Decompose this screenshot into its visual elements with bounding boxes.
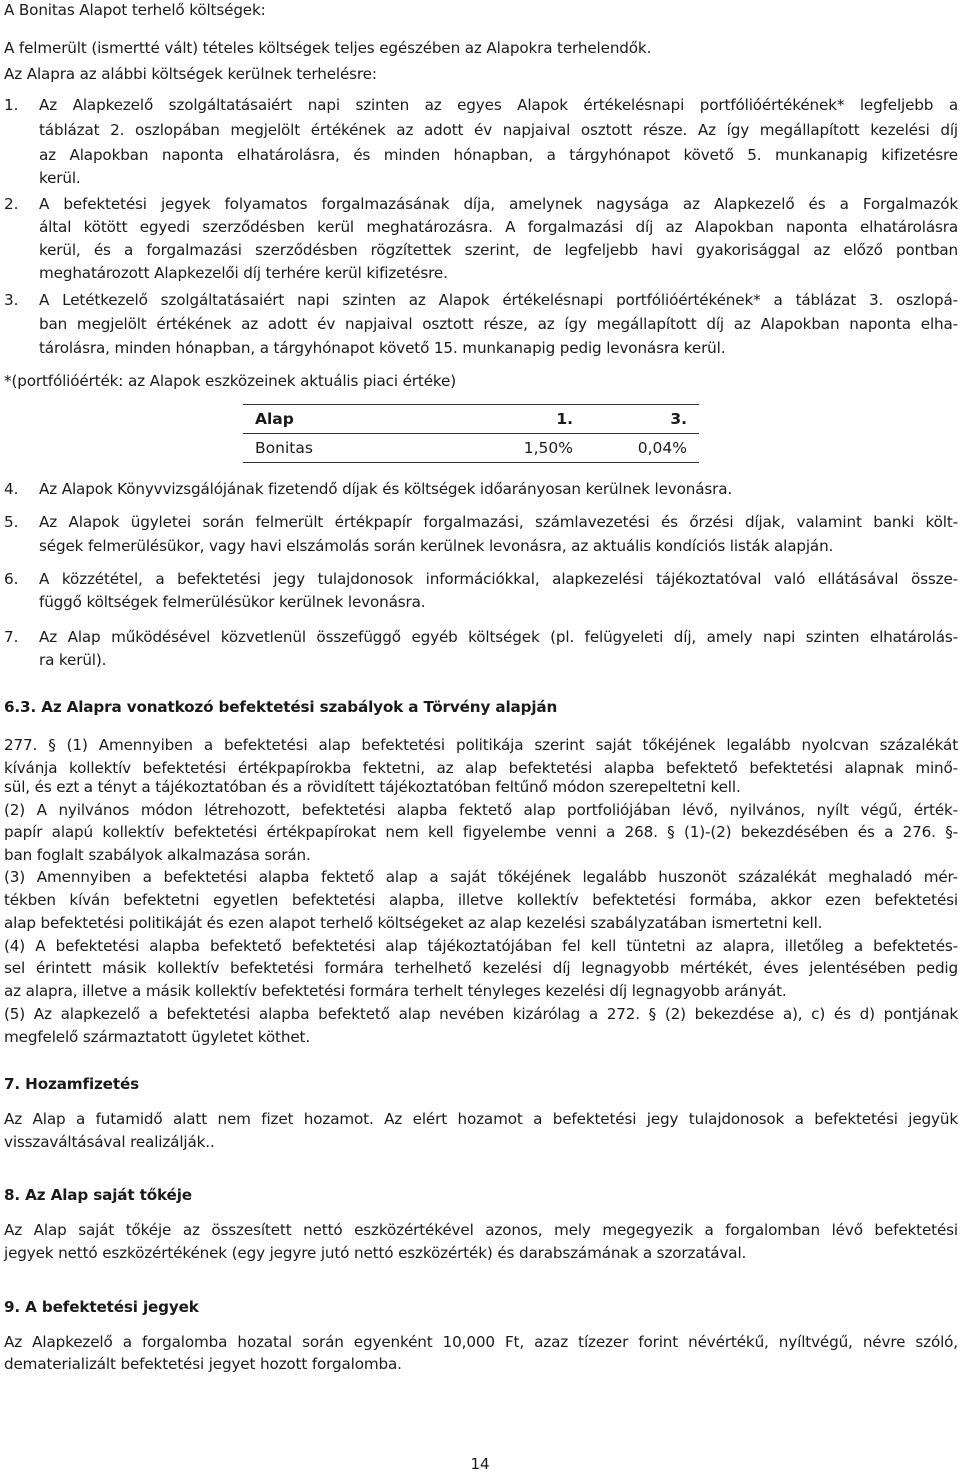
costs-heading: A Bonitas Alapot terhelő költségek: bbox=[4, 1, 266, 19]
paragraph-line: megfelelő származtatott ügyletet köthet. bbox=[4, 1028, 311, 1046]
item-line: Az Alap működésével közvetlenül összefüggő egyéb költségek (pl. felügyeleti díj, amely napi szinten elhatárolás- bbox=[39, 628, 958, 646]
paragraph-line: (2) A nyilvános módon létrehozott, befektetési alapba fektető alap portfoliójában lévő, nyilvános, nyílt végű, érték- bbox=[4, 801, 958, 819]
table-header-row bbox=[243, 405, 699, 434]
paragraph-line: papír alapú kollektív befektetési értékpapírokat nem kell figyelembe venni a 268. § (1)-(2) bekezdésében és a 276. §- bbox=[4, 823, 958, 841]
paragraph-line: Az Alap a futamidő alatt nem fizet hozamot. Az elért hozamot a befektetési jegy tulajdonosok a befektetési jegyük bbox=[4, 1110, 958, 1128]
paragraph-line: Az Alapkezelő a forgalomba hozatal során egyenként 10,000 Ft, azaz tízezer forint névértékű, nyíltvégű, névre szóló, bbox=[4, 1333, 958, 1351]
item-number: 3. bbox=[4, 291, 19, 309]
item-line: tárolásra, minden hónapban, a tárgyhónapot követő 15. munkanapig pedig levonásra kerül. bbox=[39, 339, 726, 357]
fee-table bbox=[243, 404, 699, 463]
section-title-9: 9. A befektetési jegyek bbox=[4, 1298, 199, 1316]
item-line: ségek felmerülésükor, vagy havi elszámolás során kerülnek levonásra, az aktuális kondíciós listák alapján. bbox=[39, 537, 834, 555]
item-line: kerül. bbox=[39, 169, 81, 187]
section-title-6-3: 6.3. Az Alapra vonatkozó befektetési szabályok a Törvény alapján bbox=[4, 698, 558, 716]
page-number: 14 bbox=[470, 1455, 490, 1473]
paragraph-line: visszaváltásával realizálják.. bbox=[4, 1133, 215, 1151]
paragraph-line: alap befektetési politikáját és ezen alapot terhelő költségeket az alap kezelési szabályzatában ismertetni kell. bbox=[4, 914, 823, 932]
section-title-7: 7. Hozamfizetés bbox=[4, 1075, 139, 1093]
item-line: ban megjelölt értékének az adott év napjaival osztott része, az így megállapított díj az Alapokban naponta elha- bbox=[39, 315, 958, 333]
table-header-cell: 3. bbox=[585, 405, 699, 434]
item-line: Az Alapok Könyvvizsgálójának fizetendő díjak és költségek időarányosan kerülnek levonásra. bbox=[39, 480, 733, 498]
item-line: függő költségek felmerülésükor kerülnek levonásra. bbox=[39, 593, 426, 611]
table-header-cell: Alap bbox=[243, 405, 499, 434]
item-number: 7. bbox=[4, 628, 19, 646]
footnote: *(portfólióérték: az Alapok eszközeinek aktuális piaci értéke) bbox=[4, 372, 456, 390]
table-cell: 1,50% bbox=[499, 434, 585, 463]
table-cell: Bonitas bbox=[243, 434, 499, 463]
item-line: A közzététel, a befektetési jegy tulajdonosok információkkal, alapkezelési tájékoztatóval való ellátásával össze- bbox=[39, 570, 958, 588]
item-line: az Alapokban naponta elhatárolásra, és minden hónapban, a tárgyhónapot követő 5. munkanapig kifizetésre bbox=[39, 146, 958, 164]
item-line: meghatározott Alapkezelői díj terhére kerül kifizetésre. bbox=[39, 264, 448, 282]
paragraph-line: az alapra, illetve a másik kollektív befektetési formára terhelt tényleges kezelési díj legnagyobb arányát. bbox=[4, 982, 787, 1000]
paragraph-line: dematerializált befektetési jegyet hozott forgalomba. bbox=[4, 1355, 402, 1373]
item-number: 6. bbox=[4, 570, 19, 588]
item-line: Az Alapkezelő szolgáltatásaiért napi szinten az egyes Alapok értékelésnapi portfólióértékének* legfeljebb a bbox=[39, 96, 958, 114]
paragraph-line: kívánja kollektív befektetési értékpapírokba fektetni, az alap befektetési alapba befektető befektetési alapnak minő- bbox=[4, 759, 958, 777]
paragraph-line: jegyek nettó eszközértékének (egy jegyre jutó nettó eszközérték) és darabszámának a szorzatával. bbox=[4, 1244, 747, 1262]
table-cell: 0,04% bbox=[585, 434, 699, 463]
item-number: 1. bbox=[4, 96, 19, 114]
item-line: A befektetési jegyek folyamatos forgalmazásának díja, amelynek nagysága az Alapkezelő és a Forgalmazók bbox=[39, 195, 958, 213]
costs-intro-line: A felmerült (ismertté vált) tételes költségek teljes egészében az Alapokra terhelendők. bbox=[4, 39, 652, 57]
item-line: kerül, és a forgalmazási szerződésben rögzítettek szerint, de legfeljebb havi gyakorisággal az előző pontban bbox=[39, 241, 958, 259]
item-number: 4. bbox=[4, 480, 19, 498]
table-header-cell: 1. bbox=[499, 405, 585, 434]
item-number: 2. bbox=[4, 195, 19, 213]
paragraph-line: (4) A befektetési alapba befektető befektetési alap tájékoztatójában fel kell tüntetni az alapra, illetőleg a befektetés- bbox=[4, 937, 958, 955]
paragraph-line: tékben kíván befektetni egyetlen befektetési alapba, illetve kollektív befektetési formába, akkor ezen befektetési bbox=[4, 891, 958, 909]
paragraph-line: 277. § (1) Amennyiben a befektetési alap befektetési politikája szerint saját tőkéjének legalább nyolcvan százalékát bbox=[4, 736, 958, 754]
costs-intro-line: Az Alapra az alábbi költségek kerülnek terhelésre: bbox=[4, 65, 377, 83]
paragraph-line: (5) Az alapkezelő a befektetési alapba befektető alap nevében kizárólag a 272. § (2) bekezdése a), c) és d) pontjának bbox=[4, 1005, 958, 1023]
table-row bbox=[243, 434, 699, 463]
paragraph-line: Az Alap saját tőkéje az összesített nettó eszközértékével azonos, mely megegyezik a forgalomban lévő befektetési bbox=[4, 1221, 958, 1239]
item-line: táblázat 2. oszlopában megjelölt értékének az adott év napjaival osztott része. Az így megállapított kezelési díj bbox=[39, 121, 958, 139]
item-line: által kötött egyedi szerződésben kerül meghatározásra. A forgalmazási díj az Alapokban naponta elhatárolásra bbox=[39, 218, 958, 236]
item-line: A Letétkezelő szolgáltatásaiért napi szinten az Alapok értékelésnapi portfólióértékének* a táblázat 3. oszlopá- bbox=[39, 291, 958, 309]
paragraph-line: sül, és ezt a tényt a tájékoztatóban és a rövidített tájékoztatóban feltűnő módon szerepeltetni kell. bbox=[4, 778, 741, 796]
section-title-8: 8. Az Alap saját tőkéje bbox=[4, 1186, 192, 1204]
item-line: ra kerül). bbox=[39, 651, 107, 669]
paragraph-line: ban foglalt szabályok alkalmazása során. bbox=[4, 846, 311, 864]
item-line: Az Alapok ügyletei során felmerült értékpapír forgalmazási, számlavezetési és őrzési díjak, valamint banki költ- bbox=[39, 513, 958, 531]
item-number: 5. bbox=[4, 513, 19, 531]
paragraph-line: (3) Amennyiben a befektetési alapba fektető alap a saját tőkéjének legalább huszonöt százalékát meghaladó mér- bbox=[4, 868, 958, 886]
paragraph-line: sel érintett másik kollektív befektetési formára terhelhető kezelési díj legnagyobb mértékét, éves jelentésében pedig bbox=[4, 959, 958, 977]
